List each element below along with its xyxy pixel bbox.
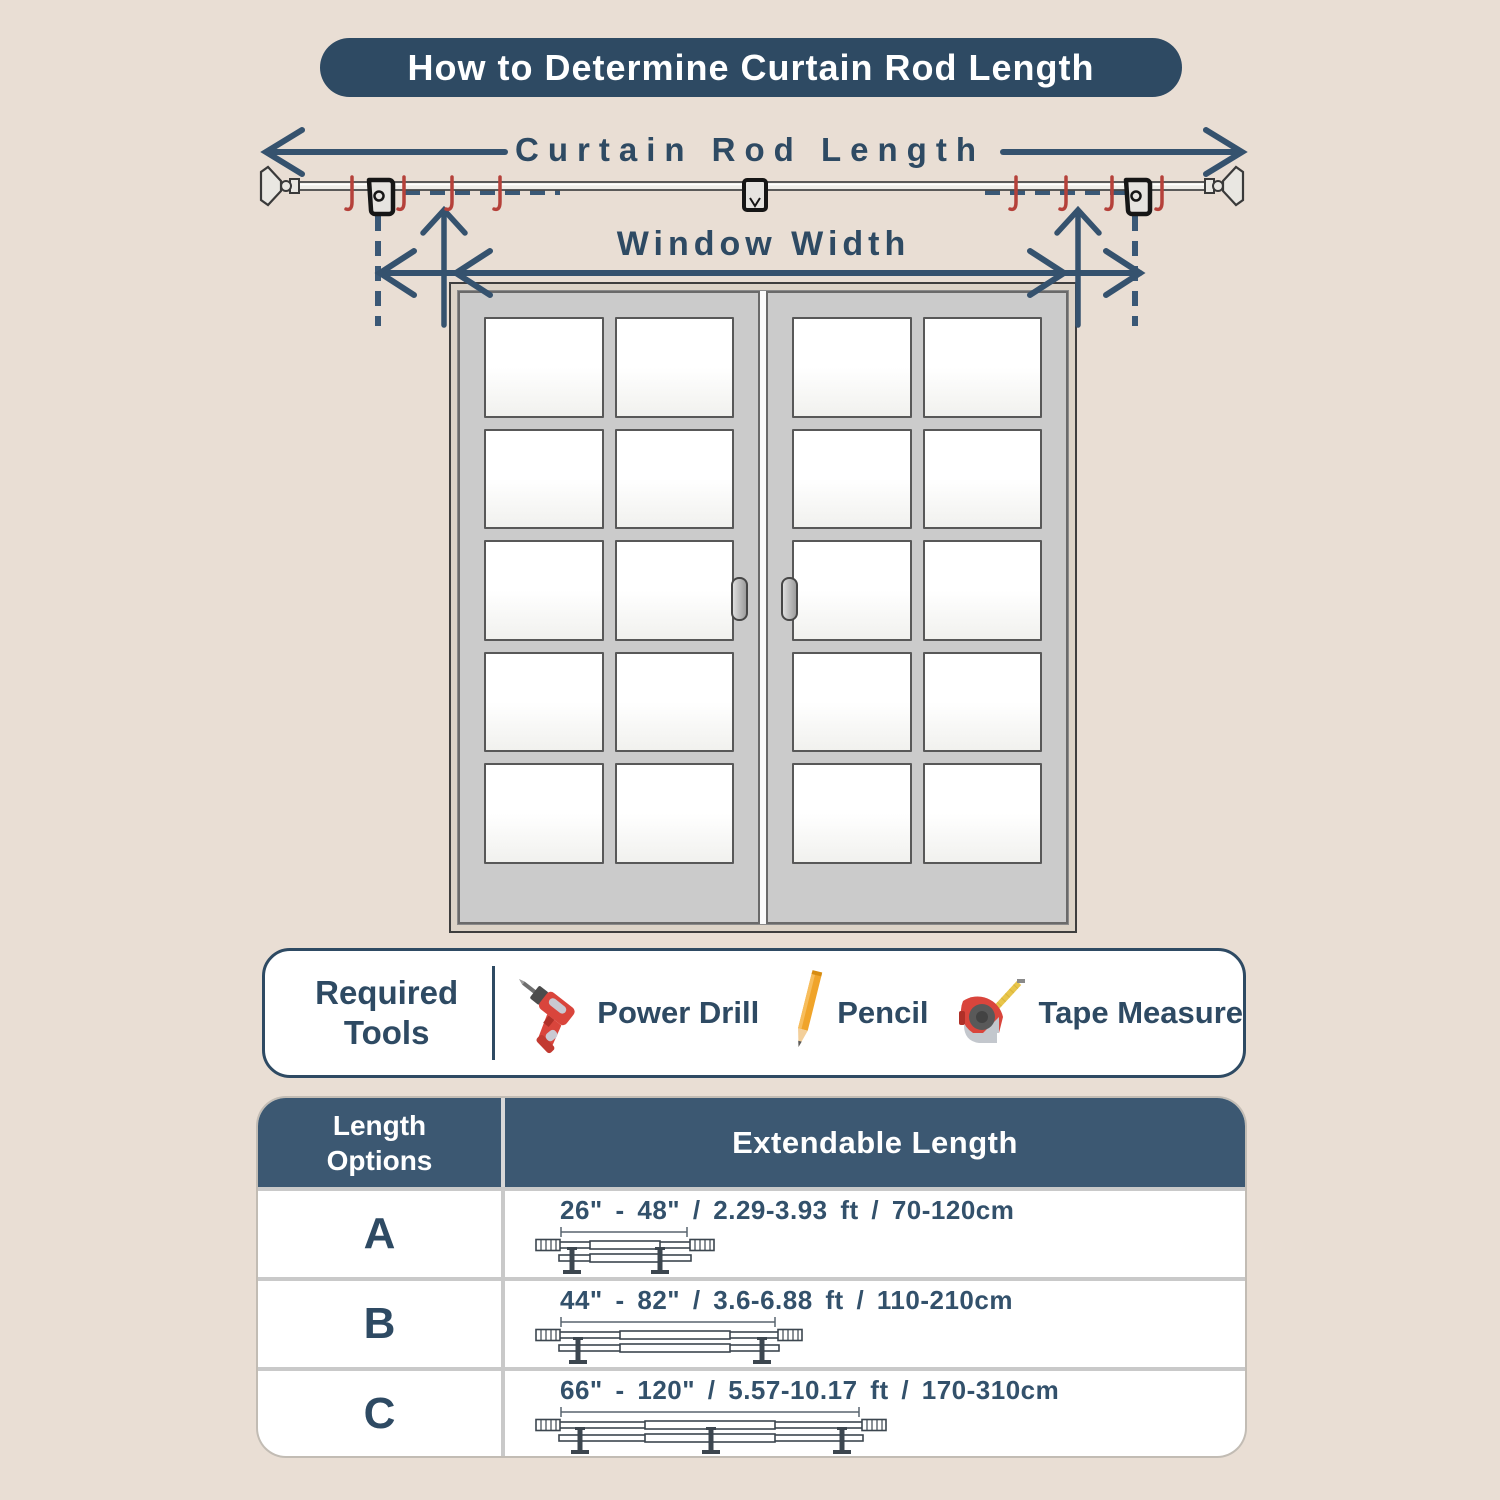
pencil-icon (783, 970, 831, 1056)
rod-bracket-left (369, 180, 393, 214)
window-pane (792, 763, 912, 864)
window-pane (792, 317, 912, 418)
tool-label-power-drill: Power Drill (597, 995, 760, 1030)
window-pane (615, 652, 735, 753)
window-pane (484, 652, 604, 753)
door-handle (781, 577, 798, 621)
extendable-length-value: 44" - 82" / 3.6-6.88 ft / 110-210cm (560, 1285, 1013, 1315)
header-length-options (258, 1098, 505, 1187)
required-tools-heading-line2: Tools (343, 1014, 430, 1051)
window-pane (615, 317, 735, 418)
rod-diagram-a (535, 1227, 715, 1277)
required-tools-heading-line1: Required (315, 974, 459, 1012)
header-length-options-line1: Length (332, 1109, 427, 1141)
required-tools-heading (289, 973, 484, 1052)
window-pane (615, 763, 735, 864)
window-pane (792, 540, 912, 641)
header-length-options-line2: Options (326, 1144, 433, 1176)
window-pane (792, 652, 912, 753)
page-title: How to Determine Curtain Rod Length (407, 46, 1095, 88)
tools-divider (492, 966, 495, 1060)
window-pane (923, 540, 1043, 641)
tool-label-tape-measure: Tape Measure (1038, 995, 1243, 1030)
table-row-c (258, 1367, 1245, 1456)
option-letter: B (258, 1281, 505, 1367)
window-pane (923, 429, 1043, 530)
tool-item-pencil (783, 970, 928, 1056)
window-door-right (766, 291, 1068, 924)
curtain-hooks (346, 177, 1162, 209)
tool-item-power-drill (515, 971, 759, 1055)
power-drill-icon (515, 971, 589, 1055)
tape-measure-icon (955, 971, 1029, 1055)
window-pane (615, 429, 735, 530)
rod-diagram-b (535, 1317, 803, 1367)
door-grid (792, 317, 1042, 864)
curtain-rod-length-label: Curtain Rod Length (515, 131, 985, 168)
window-width-label: Window Width (616, 225, 911, 263)
window-illustration (449, 282, 1077, 933)
tool-item-tape-measure (955, 971, 1243, 1055)
rod-center-support (744, 180, 766, 210)
title-banner (320, 38, 1182, 97)
window-frame (457, 290, 1069, 925)
extendable-length-value: 66" - 120" / 5.57-10.17 ft / 170-310cm (560, 1375, 1060, 1405)
window-pane (615, 540, 735, 641)
curtain-rod-illustration (261, 167, 1243, 214)
window-pane (484, 540, 604, 641)
window-pane (792, 429, 912, 530)
rod-diagram-c (535, 1407, 887, 1456)
finial-right (1205, 167, 1243, 205)
table-row-a (258, 1187, 1245, 1277)
window-door-left (458, 291, 760, 924)
tool-label-pencil: Pencil (837, 995, 929, 1030)
table-row-b (258, 1277, 1245, 1367)
rod-bracket-right (1126, 180, 1150, 214)
table-header (258, 1098, 1245, 1187)
required-tools-box (262, 948, 1246, 1078)
window-pane (923, 317, 1043, 418)
window-pane (484, 317, 604, 418)
door-grid (484, 317, 734, 864)
extendable-length-value: 26" - 48" / 2.29-3.93 ft / 70-120cm (560, 1195, 1015, 1225)
header-extendable-length: Extendable Length (732, 1124, 1018, 1160)
option-letter: C (258, 1371, 505, 1456)
option-letter: A (258, 1191, 505, 1277)
window-pane (923, 763, 1043, 864)
finial-left (261, 167, 299, 205)
window-pane (484, 429, 604, 530)
door-handle (731, 577, 748, 621)
window-pane (484, 763, 604, 864)
length-options-table (258, 1098, 1245, 1456)
window-pane (923, 652, 1043, 753)
